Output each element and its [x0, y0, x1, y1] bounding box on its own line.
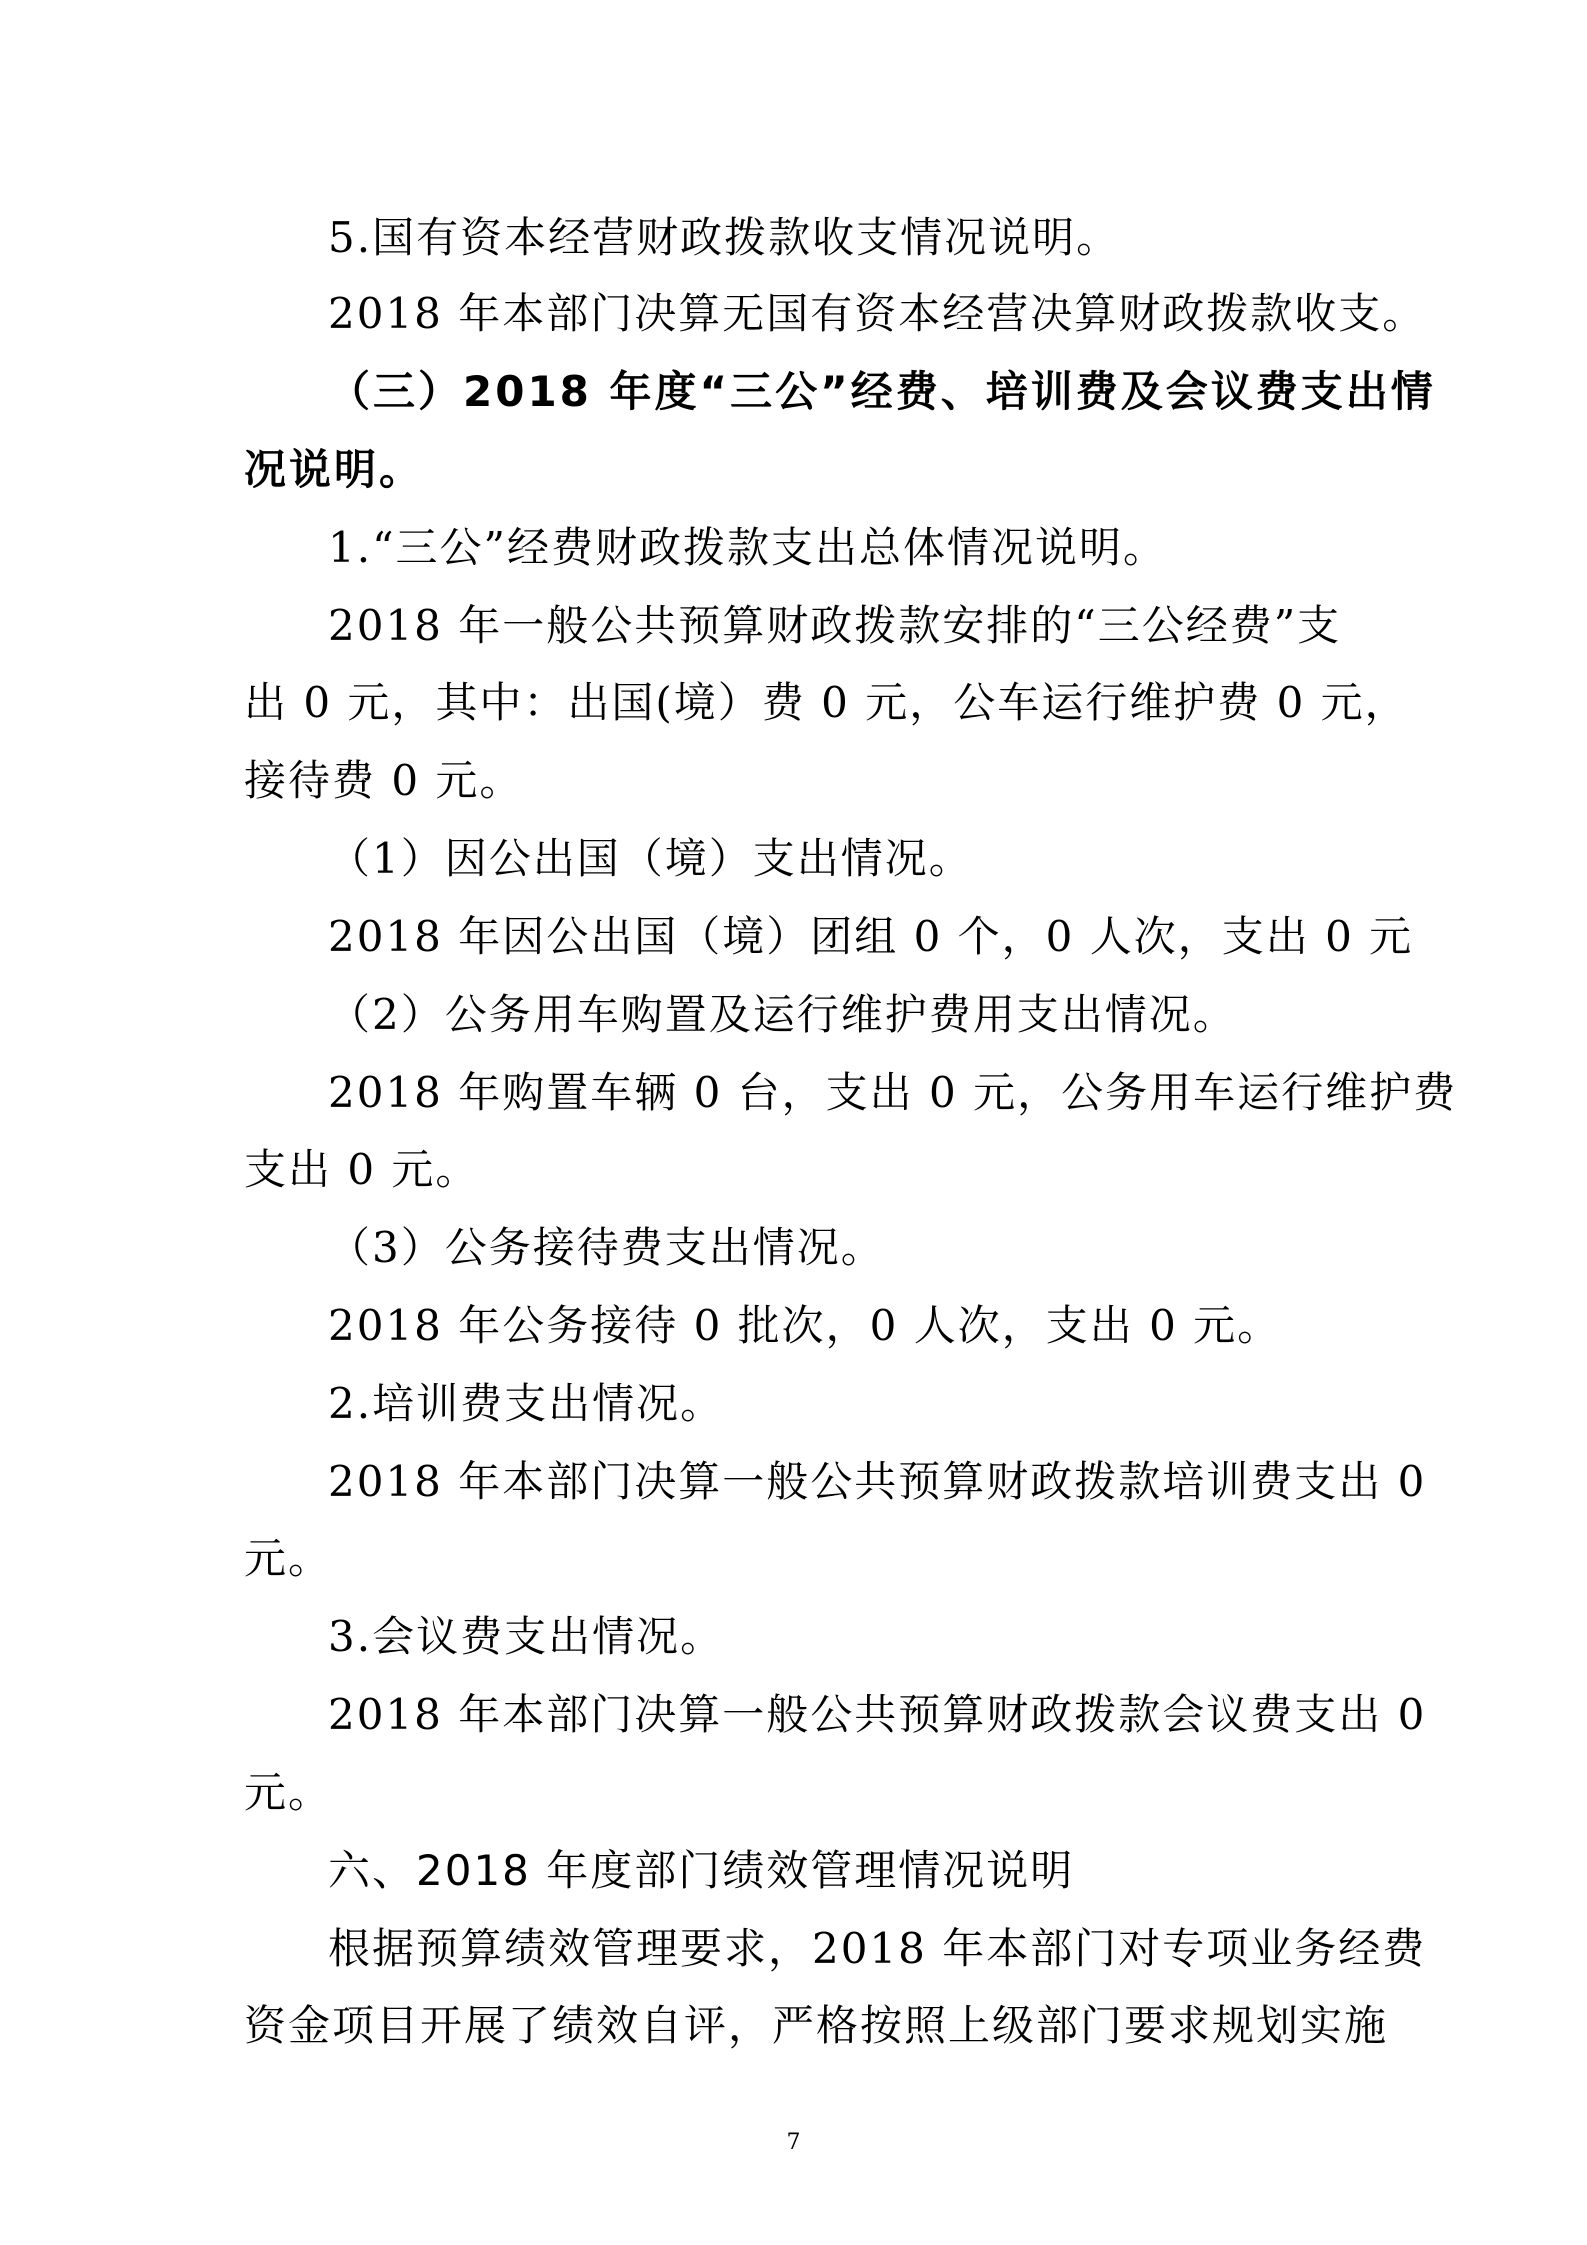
paragraph-line: 元。: [244, 1768, 333, 1817]
paragraph-line: 支出 0 元。: [244, 1145, 480, 1194]
page-number: 7: [786, 2130, 801, 2155]
section-heading-6: 六、2018 年度部门绩效管理情况说明: [328, 1846, 1075, 1895]
paragraph-line: 2018 年本部门决算一般公共预算财政拨款会议费支出 0: [328, 1690, 1427, 1739]
item-title-1: （1）因公出国（境）支出情况。: [328, 834, 973, 883]
subsection-title-5: 5.国有资本经营财政拨款收支情况说明。: [328, 213, 1121, 262]
subsection-title-1: 1.“三公”经费财政拨款支出总体情况说明。: [328, 523, 1168, 572]
item-title-3: （3）公务接待费支出情况。: [328, 1223, 885, 1272]
paragraph-line: 2018 年因公出国（境）团组 0 个，0 人次，支出 0 元: [328, 912, 1414, 961]
paragraph-line: 出 0 元，其中：出国(境）费 0 元，公车运行维护费 0 元，: [244, 678, 1409, 727]
paragraph-line: 资金项目开展了绩效自评，严格按照上级部门要求规划实施: [244, 2001, 1389, 2050]
subsection-title-2: 2.培训费支出情况。: [328, 1379, 725, 1428]
paragraph-line: 2018 年本部门决算一般公共预算财政拨款培训费支出 0: [328, 1457, 1427, 1506]
paragraph-line: 元。: [244, 1534, 333, 1583]
paragraph-line: 2018 年一般公共预算财政拨款安排的“三公经费”支: [328, 601, 1342, 650]
paragraph-line: 接待费 0 元。: [244, 756, 524, 805]
paragraph-line: 2018 年公务接待 0 批次，0 人次，支出 0 元。: [328, 1301, 1282, 1350]
item-title-2: （2）公务用车购置及运行维护费用支出情况。: [328, 990, 1237, 1039]
paragraph-line: 2018 年购置车辆 0 台，支出 0 元，公务用车运行维护费: [328, 1068, 1458, 1117]
paragraph-line: 根据预算绩效管理要求，2018 年本部门对专项业务经费: [328, 1924, 1427, 1973]
paragraph-line: 2018 年本部门决算无国有资本经营决算财政拨款收支。: [328, 289, 1427, 338]
subsection-title-3: 3.会议费支出情况。: [328, 1612, 725, 1661]
section-heading-3: （三）2018 年度“三公”经费、培训费及会议费支出情: [328, 367, 1436, 416]
section-heading-3-continued: 况说明。: [244, 445, 425, 494]
